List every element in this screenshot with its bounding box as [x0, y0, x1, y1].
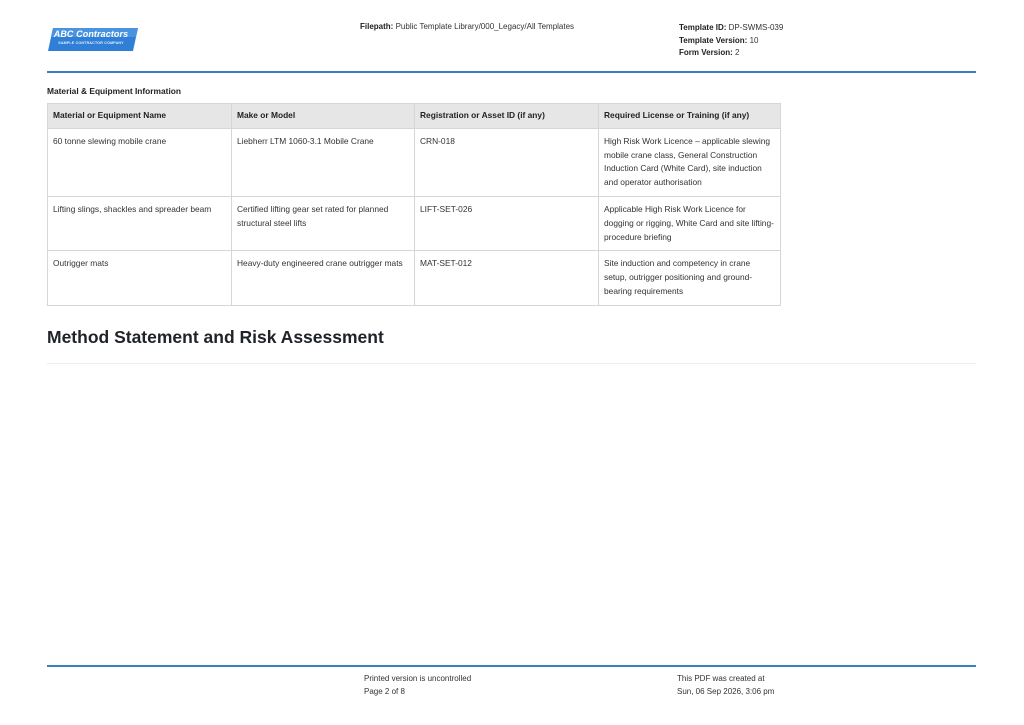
company-logo [47, 27, 139, 52]
filepath [360, 22, 574, 31]
template-id-label: Template ID: [679, 23, 727, 32]
table-row [48, 196, 781, 250]
table-cell: Lifting slings, shackles and spreader beam [48, 196, 232, 250]
section-divider [47, 363, 976, 364]
table-cell: MAT-SET-012 [415, 251, 599, 305]
form-version-value: 2 [735, 48, 740, 57]
section-label: Material & Equipment Information [47, 86, 182, 96]
filepath-label: Filepath: [360, 22, 394, 31]
footer-left [364, 673, 471, 698]
form-version-label: Form Version: [679, 48, 733, 57]
column-header: Material or Equipment Name [48, 104, 232, 129]
table-cell: CRN-018 [415, 128, 599, 196]
footer-right [677, 673, 774, 698]
template-id [679, 22, 783, 35]
table-cell: 60 tonne slewing mobile crane [48, 128, 232, 196]
header-divider [47, 71, 976, 73]
footer-divider [47, 665, 976, 667]
table-cell: Heavy-duty engineered crane outrigger mats [232, 251, 415, 305]
created-label: This PDF was created at [677, 674, 765, 683]
section-heading: Method Statement and Risk Assessment [47, 327, 384, 347]
table-cell: Liebherr LTM 1060-3.1 Mobile Crane [232, 128, 415, 196]
created-timestamp: Sun, 06 Sep 2026, 3:06 pm [677, 686, 775, 696]
table-cell: LIFT-SET-026 [415, 196, 599, 250]
equipment-table [47, 103, 781, 306]
table-cell: Applicable High Risk Work Licence for dogging or rigging, White Card and site lifting-procedure briefing [599, 196, 781, 250]
table-cell: Outrigger mats [48, 251, 232, 305]
logo-tagline: SAMPLE CONTRACTOR COMPANY [58, 41, 124, 45]
column-header: Registration or Asset ID (if any) [415, 104, 599, 129]
column-header: Make or Model [232, 104, 415, 129]
template-version-value: 10 [749, 35, 759, 45]
filepath-value: Public Template Library/000_Legacy/All Templates [395, 22, 575, 31]
template-version [679, 35, 783, 48]
column-header: Required License or Training (if any) [599, 104, 781, 129]
template-meta [679, 22, 783, 60]
table-cell: Certified lifting gear set rated for planned structural steel lifts [232, 196, 415, 250]
table-header-row [48, 104, 781, 129]
table-row [48, 251, 781, 305]
uncontrolled-notice: Printed version is uncontrolled [364, 674, 472, 683]
table-cell: Site induction and competency in crane setup, outrigger positioning and ground-bearing requirements [599, 251, 781, 305]
template-id-value: DP-SWMS-039 [728, 23, 784, 32]
table-row [48, 128, 781, 196]
table-cell: High Risk Work Licence – applicable slewing mobile crane class, General Construction Induction Card (White Card), site induction and operator authorisation [599, 128, 781, 196]
template-version-label: Template Version: [679, 35, 748, 45]
logo-name: ABC Contractors [53, 29, 129, 39]
form-version [679, 47, 783, 60]
page-number: Page 2 of 8 [364, 686, 405, 696]
